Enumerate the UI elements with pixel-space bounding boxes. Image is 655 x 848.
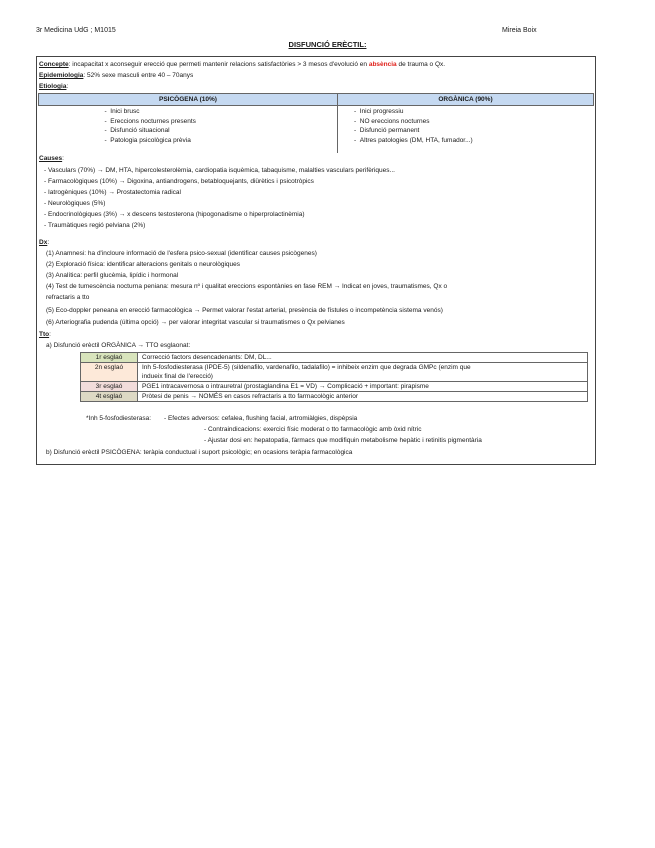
cause-detail: x descens testosterona (hipogonadisme o hiperprolactinèmia): [127, 211, 305, 218]
concepte-highlight: absència: [368, 61, 397, 68]
etiologia-heading: Etiologia:: [39, 83, 69, 90]
psicogena-item: - Patologia psicològica prèvia: [105, 136, 337, 146]
organica-item: - Disfunció permanent: [354, 126, 594, 136]
step-label: 1r esglaó: [81, 353, 138, 363]
dx-item: (1) Anamnesi: ha d'incloure informació de l'esfera psico-sexual (identificar causes psicògenes): [46, 250, 317, 257]
arrow-right-icon: →: [117, 178, 128, 185]
ipde5-note: - Efectes adversos: cefalea, flushing facial, artromiàlgies, dispèpsia: [164, 415, 358, 422]
cause-item: - Endocrinològiques (3%) → x descens testosterona (hipogonadisme o hiperprolactinèmia): [44, 211, 305, 218]
arrow-right-icon: →: [106, 189, 117, 196]
dx-item: (4) Test de tumescència nocturna peniana: mesura nº i qualitat ereccions espontànies en fase REM → Indicat en joves, traumatismes, Qx o: [46, 283, 448, 290]
dx-item: (3) Analítica: perfil glucèmia, lipídic i hormonal: [46, 272, 179, 279]
psicogena-item: - Inici brusc: [105, 107, 337, 117]
step-text-line: Inh 5-fosfodiesterasa (IPDE-5) (sildenafilo, vardenafilo, tadalafilo) = inhibeix enzim que degrada GMPc (enzim que: [142, 364, 471, 371]
organica-item: - Altres patologies (DM, HTA, fumador...): [354, 136, 594, 146]
cause-detail: DM, HTA, hipercolesterolèmia, cardiopatia isquèmica, tabaquisme, malalties vasculars perifèriques...: [105, 167, 395, 174]
cause-name: Neurològiques (5%): [47, 200, 106, 207]
dx-heading: Dx:: [39, 239, 50, 246]
organica-list: [338, 107, 594, 145]
ipde5-note-label: *Inh 5-fosfodiesterasa:: [86, 415, 152, 422]
step-text: Correcció factors desencadenants: DM, DL...: [138, 353, 588, 363]
causes-label: Causes: [39, 155, 63, 162]
dx-item: (6) Arteriografia pudenda (última opció) → per valorar integritat vascular si traumatismes o Qx pelvianes: [46, 319, 345, 326]
psicogena-cell: [39, 106, 338, 154]
organica-item: - NO ereccions nocturnes: [354, 117, 594, 127]
causes-heading: Causes:: [39, 155, 64, 162]
dx-item: (5) Eco-doppler peneana en erecció farmacològica → Permet valorar l'estat arterial, presència de fístules o incompetència sistema venós): [46, 307, 443, 314]
concepte-label: Concepte: [39, 61, 69, 68]
ipde5-note: - Ajustar dosi en: hepatopatia, fàrmacs que modifiquin metabolisme hepàtic i retinitis pigmentària: [204, 437, 482, 444]
step-label: 4t esglaó: [81, 392, 138, 402]
cause-detail: Prostatectomia radical: [116, 189, 181, 196]
tto-psicogena-title: b) Disfunció erèctil PSICÒGENA: teràpia conductual i suport psicològic; en ocasions teràpia farmacològica: [46, 449, 353, 456]
tto-heading: Tto:: [39, 331, 51, 338]
header-course: 3r Medicina UdG ; M1015: [36, 27, 116, 34]
etiologia-table: [38, 93, 594, 153]
concepte-text-a: : incapacitat x aconseguir erecció que permeti mantenir relacions satisfactòries > 3 mesos d'evolució en: [68, 61, 369, 68]
cause-item: - Farmacològiques (10%) → Digoxina, antiandrogens, betabloquejants, diürètics i psicotròpics: [44, 178, 314, 185]
arrow-right-icon: →: [117, 211, 128, 218]
arrow-right-icon: →: [95, 167, 106, 174]
tto-label: Tto: [39, 331, 50, 338]
cause-detail: Digoxina, antiandrogens, betabloquejants, diürètics i psicotròpics: [127, 178, 314, 185]
psicogena-list: [39, 107, 337, 145]
tto-organica-title: a) Disfunció erèctil ORGÀNICA → TTO esglaonat:: [46, 342, 191, 349]
organica-header: ORGÀNICA (90%): [337, 94, 593, 106]
step-text: Pròtesi de penis → NOMÉS en casos refractaris a tto farmacològic anterior: [138, 392, 588, 402]
cause-name: Iatrogèniques (10%): [47, 189, 107, 196]
cause-name: Endocrinològiques (3%): [47, 211, 117, 218]
cause-item: - Vasculars (70%) → DM, HTA, hipercolesterolèmia, cardiopatia isquèmica, tabaquisme, malalties vasculars perifèriques...: [44, 167, 395, 174]
concepte-text-b: de trauma o Qx.: [396, 61, 446, 68]
tto-steps-table: [80, 352, 588, 402]
epidemiologia-line: [39, 71, 193, 80]
organica-cell: [337, 106, 593, 154]
step-label: 2n esglaó: [81, 363, 138, 382]
cause-name: Farmacològiques (10%): [47, 178, 117, 185]
header-author: Mireia Boix: [502, 27, 537, 34]
psicogena-item: - Ereccions nocturnes presents: [105, 117, 337, 127]
cause-item: - Iatrogèniques (10%) → Prostatectomia radical: [44, 189, 181, 196]
step-text: PGE1 intracavernosa o intrauretral (prostaglandina E1 = VD) → Complicació + important: pirapisme: [138, 382, 588, 392]
cause-item: - Traumàtiques regió pelviana (2%): [44, 222, 146, 229]
ipde5-note: - Contraindicacions: exercici físic moderat o tto farmacològic amb òxid nítric: [204, 426, 422, 433]
cause-name: Vasculars (70%): [47, 167, 96, 174]
dx-item-cont: refractaris a tto: [46, 294, 90, 301]
step-text: [138, 363, 588, 382]
organica-item: - Inici progressiu: [354, 107, 594, 117]
step-label: 3r esglaó: [81, 382, 138, 392]
etiologia-label: Etiologia: [39, 83, 67, 90]
cause-name: Traumàtiques regió pelviana (2%): [47, 222, 146, 229]
dx-item: (2) Exploració física: identificar alteracions genitals o neurològiques: [46, 261, 241, 268]
cause-item: - Neurològiques (5%): [44, 200, 106, 207]
dx-label: Dx: [39, 239, 48, 246]
concepte-line: [39, 60, 445, 69]
epidemiologia-text: : 52% sexe masculi entre 40 – 70anys: [83, 72, 194, 79]
psicogena-header: PSICÒGENA (10%): [39, 94, 338, 106]
epidemiologia-label: Epidemiologia: [39, 72, 84, 79]
page-title: DISFUNCIÓ ERÈCTIL:: [288, 40, 367, 49]
psicogena-item: - Disfunció situacional: [105, 126, 337, 136]
step-text-line: indueix final de l'erecció): [142, 373, 213, 380]
